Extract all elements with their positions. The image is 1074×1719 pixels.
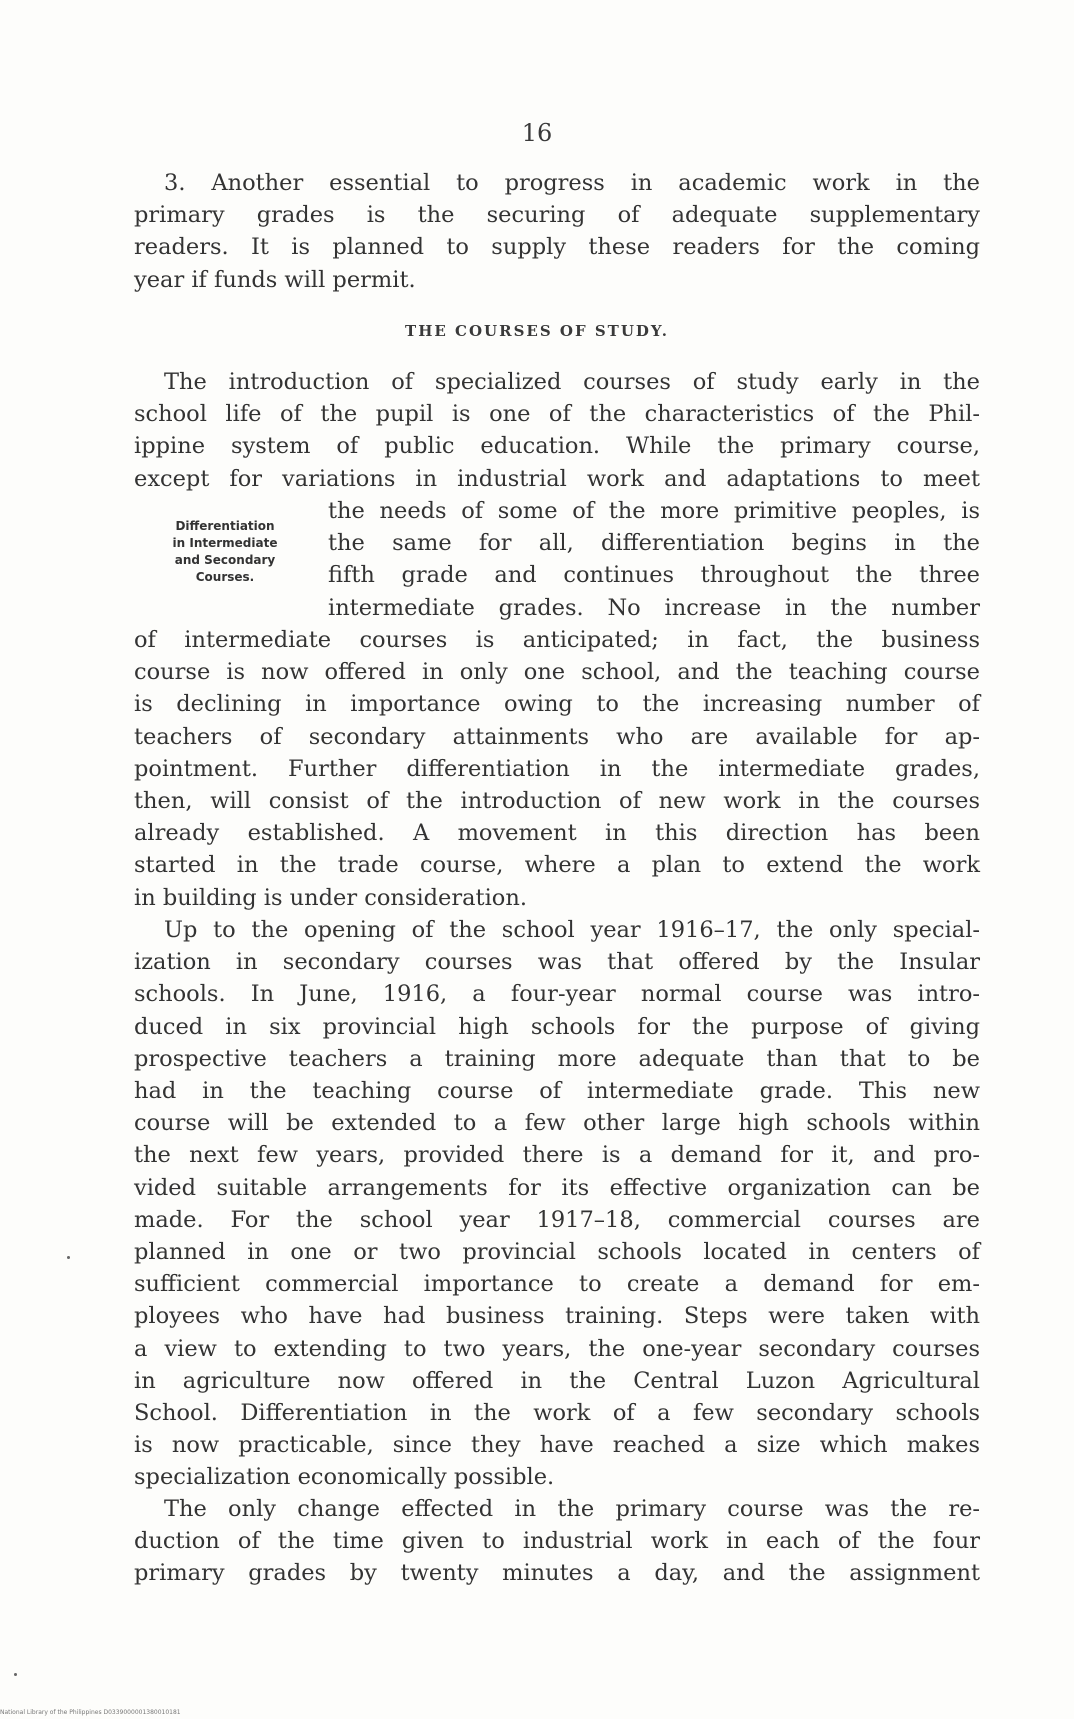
text-line: prospective teachers a training more adequate than that to be [134,1045,980,1072]
text-line: duction of the time given to industrial work in each of the four [134,1528,980,1555]
text-line: in building is under consideration. [134,884,527,911]
text-line: teachers of secondary attainments who are available for ap- [134,723,980,750]
margin-note-line: and Secondary [174,553,276,567]
text-line: ippine system of public education. While the primary course, [134,433,980,460]
text-line: intermediate grades. No increase in the number [328,594,980,621]
text-line: except for variations in industrial work and adaptations to meet [134,465,980,492]
text-line: the same for all, differentiation begins in the [328,530,980,557]
text-line: of intermediate courses is anticipated; in fact, the business [134,627,980,653]
text-line: in agriculture now offered in the Central Luzon Agricultural [134,1367,980,1394]
text-line: made. For the school year 1917–18, commercial courses are [134,1206,980,1233]
text-line: duced in six provincial high schools for the purpose of giving [134,1013,980,1040]
paragraph-4 [134,1493,980,1590]
text-line: a view to extending to two years, the one-year secondary courses [134,1335,980,1362]
text-line: School. Differentiation in the work of a few secondary schools [134,1400,980,1427]
text-line: vided suitable arrangements for its effective organization can be [134,1174,980,1201]
text-line: is declining in importance owing to the increasing number of [134,691,980,718]
text-line: already established. A movement in this direction has been [134,820,980,847]
paragraph-1 [134,167,980,296]
text-line: sufficient commercial importance to create a demand for em- [134,1271,980,1298]
margin-note-line: Courses. [195,570,255,584]
text-line: 3. Another essential to progress in academic work in the [164,170,980,196]
text-line: the next few years, provided there is a demand for it, and pro- [134,1142,980,1169]
text-line: pointment. Further differentiation in the intermediate grades, [134,755,980,782]
text-line: Up to the opening of the school year 1916–17, the only special- [164,917,980,943]
margin-note-line: in Intermediate [172,536,278,550]
text-line: The only change effected in the primary course was the re- [164,1496,980,1522]
section-heading: THE COURSES OF STUDY. [405,322,669,340]
paragraph-2-top [134,366,980,495]
text-line: the needs of some of the more primitive peoples, is [328,498,980,524]
text-line: course will be extended to a few other large high schools within [134,1110,980,1137]
text-line: then, will consist of the introduction of new work in the courses [134,788,980,815]
text-line: ployees who have had business training. Steps were taken with [134,1303,980,1330]
text-line: school life of the pupil is one of the characteristics of the Phil- [134,401,980,428]
text-line: specialization economically possible. [134,1464,555,1491]
scan-footer: National Library of the Philippines D0339000001380010181 [0,1709,181,1716]
text-line: ization in secondary courses was that offered by the Insular [134,949,980,976]
text-line: is now practicable, since they have reached a size which makes [134,1432,980,1459]
margin-note [150,518,300,586]
text-line: primary grades by twenty minutes a day, and the assignment [134,1560,980,1587]
text-line: planned in one or two provincial schools located in centers of [134,1239,980,1266]
text-line: started in the trade course, where a plan to extend the work [134,852,980,879]
margin-note-line: Differentiation [175,519,275,533]
text-line: primary grades is the securing of adequate supplementary [134,202,980,229]
text-line: fifth grade and continues throughout the three [328,562,980,589]
text-line: had in the teaching course of intermediate grade. This new [134,1078,980,1105]
text-line: readers. It is planned to supply these readers for the coming [134,234,980,261]
text-line: schools. In June, 1916, a four-year normal course was intro- [134,981,980,1008]
text-line: year if funds will permit. [134,266,416,293]
paragraph-2-narrow [328,495,980,624]
scan-speck [14,1673,17,1676]
text-line: The introduction of specialized courses of study early in the [164,369,980,395]
paragraph-3 [134,914,980,1494]
paragraph-2-bottom [134,624,980,914]
scan-speck [67,1256,70,1259]
text-line: course is now offered in only one school, and the teaching course [134,659,980,686]
page-number: 16 [521,119,553,147]
